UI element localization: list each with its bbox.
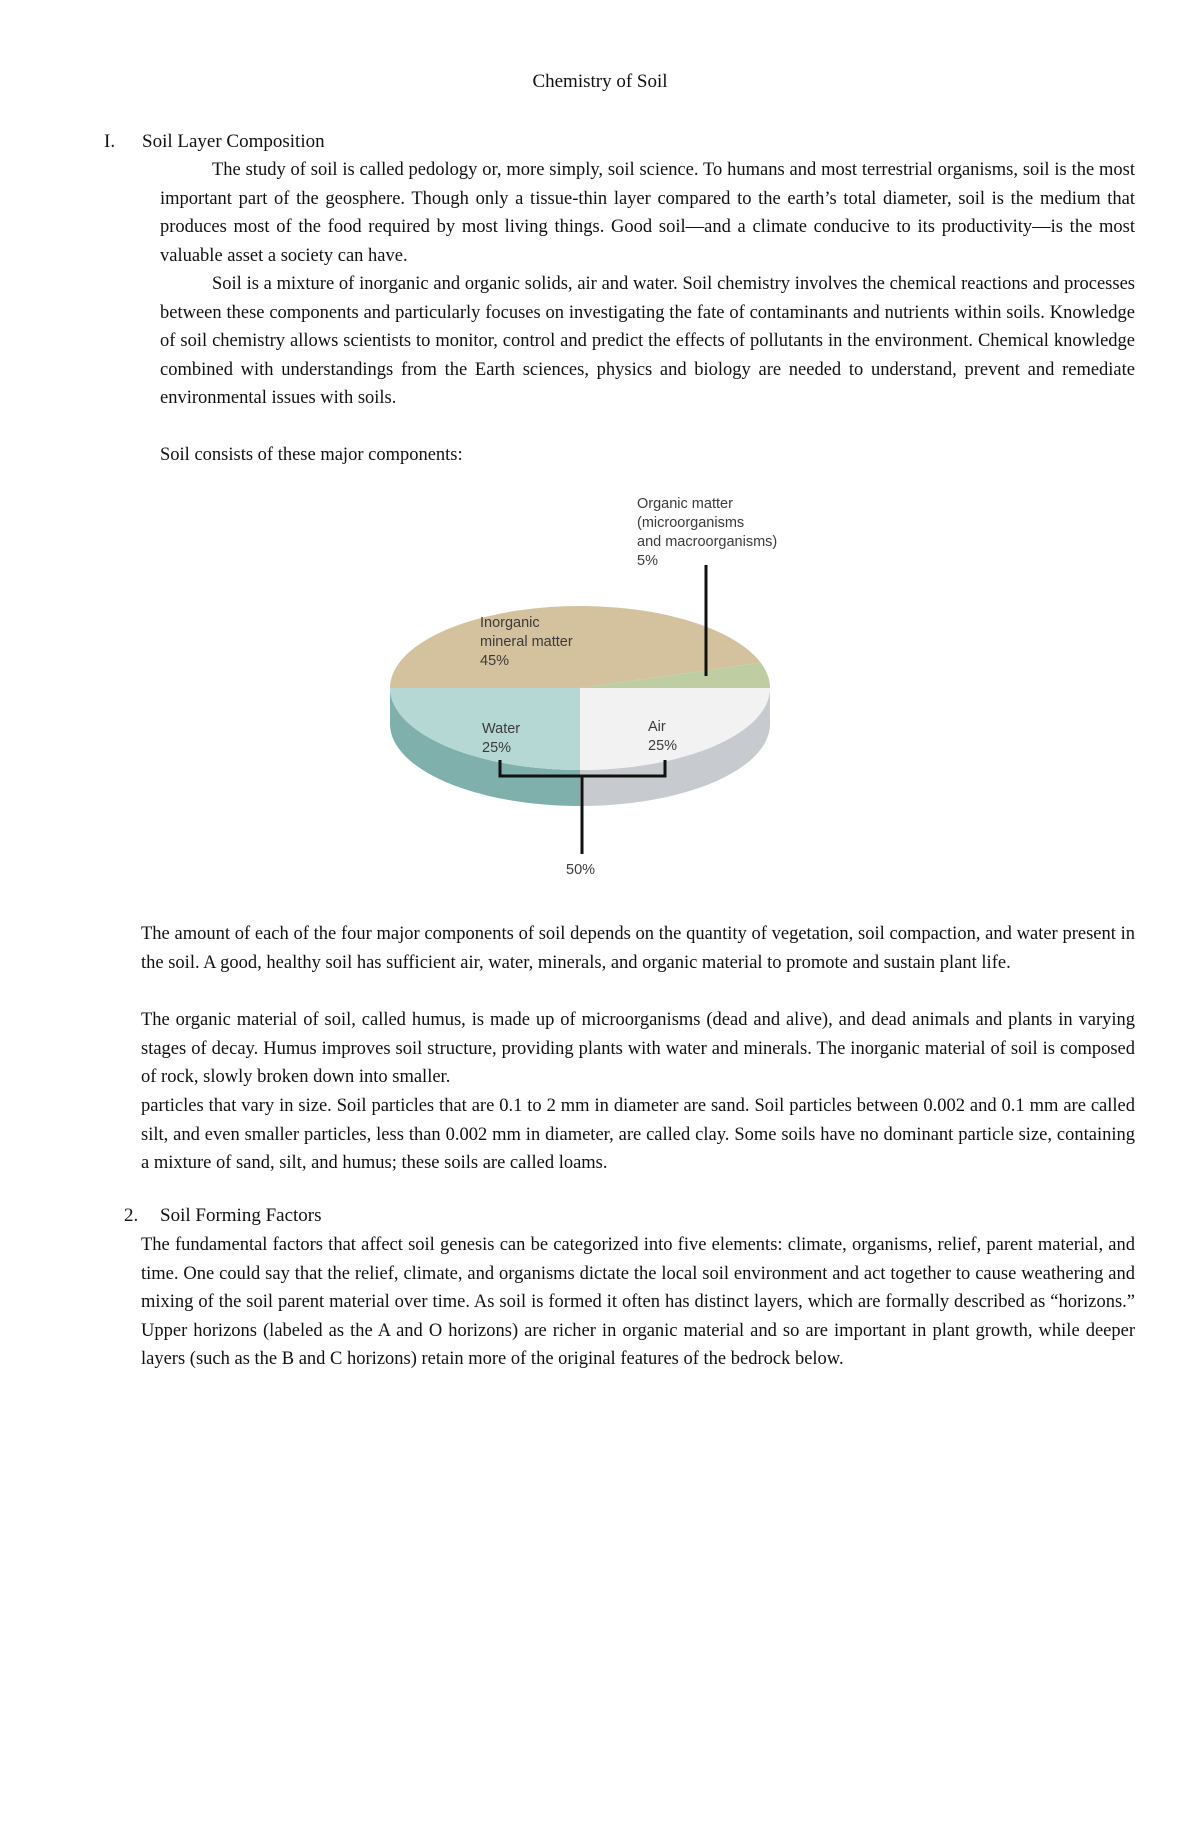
section-2-heading bbox=[124, 1205, 322, 1227]
label-organic bbox=[637, 496, 781, 569]
label-water-air-total: 50% bbox=[566, 862, 596, 878]
section-1-heading bbox=[104, 131, 325, 153]
section-1-paragraph-3: Soil consists of these major components: bbox=[160, 445, 463, 465]
section-1-paragraph-6: particles that vary in size. Soil particles that are 0.1 to 2 mm in diameter are sand. Soil particles between 0.002 and 0.1 mm are called silt, and even smaller particles, less than 0.002 mm in diameter, are called clay. Some soils have no dominant particle size, containing a mixture of sand, silt, and humus; these soils are called loams. bbox=[141, 1096, 1135, 1173]
section-2-number: 2. bbox=[124, 1205, 139, 1226]
soil-composition-figure bbox=[380, 490, 820, 910]
label-inorganic-line-2: mineral matter bbox=[480, 634, 573, 650]
label-water-line-1: Water bbox=[482, 721, 521, 737]
section-2-paragraph-1: The fundamental factors that affect soil genesis can be categorized into five elements: climate, organisms, relief, parent material, and time. One could say that the relief, climate, and organisms dictate the local soil environment and act together to cause weathering and mixing of the soil parent material over time. As soil is formed it often has distinct layers, which are formally described as “horizons.” Upper horizons (labeled as the A and O horizons) are richer in organic material and so are important in plant growth, while deeper layers (such as the B and C horizons) retain more of the original features of the bedrock below. bbox=[141, 1235, 1135, 1369]
label-air-value: 25% bbox=[648, 738, 678, 754]
label-organic-line-1: Organic matter bbox=[637, 496, 733, 512]
label-organic-line-2: (microorganisms bbox=[637, 515, 745, 531]
label-inorganic-line-1: Inorganic bbox=[480, 615, 540, 631]
label-inorganic-value: 45% bbox=[480, 653, 510, 669]
section-1-paragraph-5: The organic material of soil, called humus, is made up of microorganisms (dead and alive), and dead animals and plants in varying stages of decay. Humus improves soil structure, providing plants with water and minerals. The inorganic material of soil is composed of rock, slowly broken down into smaller. bbox=[141, 1010, 1135, 1087]
soil-composition-pie-chart bbox=[380, 490, 820, 910]
label-air-line-1: Air bbox=[648, 719, 666, 735]
section-1-paragraph-1: The study of soil is called pedology or, more simply, soil science. To humans and most terrestrial organisms, soil is the most important part of the geosphere. Though only a tissue-thin layer compared to the earth’s total diameter, soil is the medium that produces most of the food required by most living things. Good soil—and a climate conducive to its productivity—is the most valuable asset a society can have. bbox=[160, 160, 1135, 266]
section-1-paragraph-2: Soil is a mixture of inorganic and organic solids, air and water. Soil chemistry involves the chemical reactions and processes between these components and particularly focuses on investigating the fate of contaminants and nutrients within soils. Knowledge of soil chemistry allows scientists to monitor, control and predict the effects of pollutants in the environment. Chemical knowledge combined with understandings from the Earth sciences, physics and biology are needed to understand, prevent and remediate environmental issues with soils. bbox=[160, 274, 1135, 408]
label-water-value: 25% bbox=[482, 740, 512, 756]
section-1-paragraph-4: The amount of each of the four major components of soil depends on the quantity of vegetation, soil compaction, and water present in the soil. A good, healthy soil has sufficient air, water, minerals, and organic material to promote and sustain plant life. bbox=[141, 924, 1135, 973]
section-1-number: I. bbox=[104, 131, 116, 152]
section-2-title: Soil Forming Factors bbox=[160, 1205, 322, 1226]
label-organic-line-3: and macroorganisms) bbox=[637, 534, 778, 550]
label-organic-value: 5% bbox=[637, 553, 658, 569]
section-1-title: Soil Layer Composition bbox=[142, 131, 325, 152]
page-title: Chemistry of Soil bbox=[532, 71, 668, 92]
